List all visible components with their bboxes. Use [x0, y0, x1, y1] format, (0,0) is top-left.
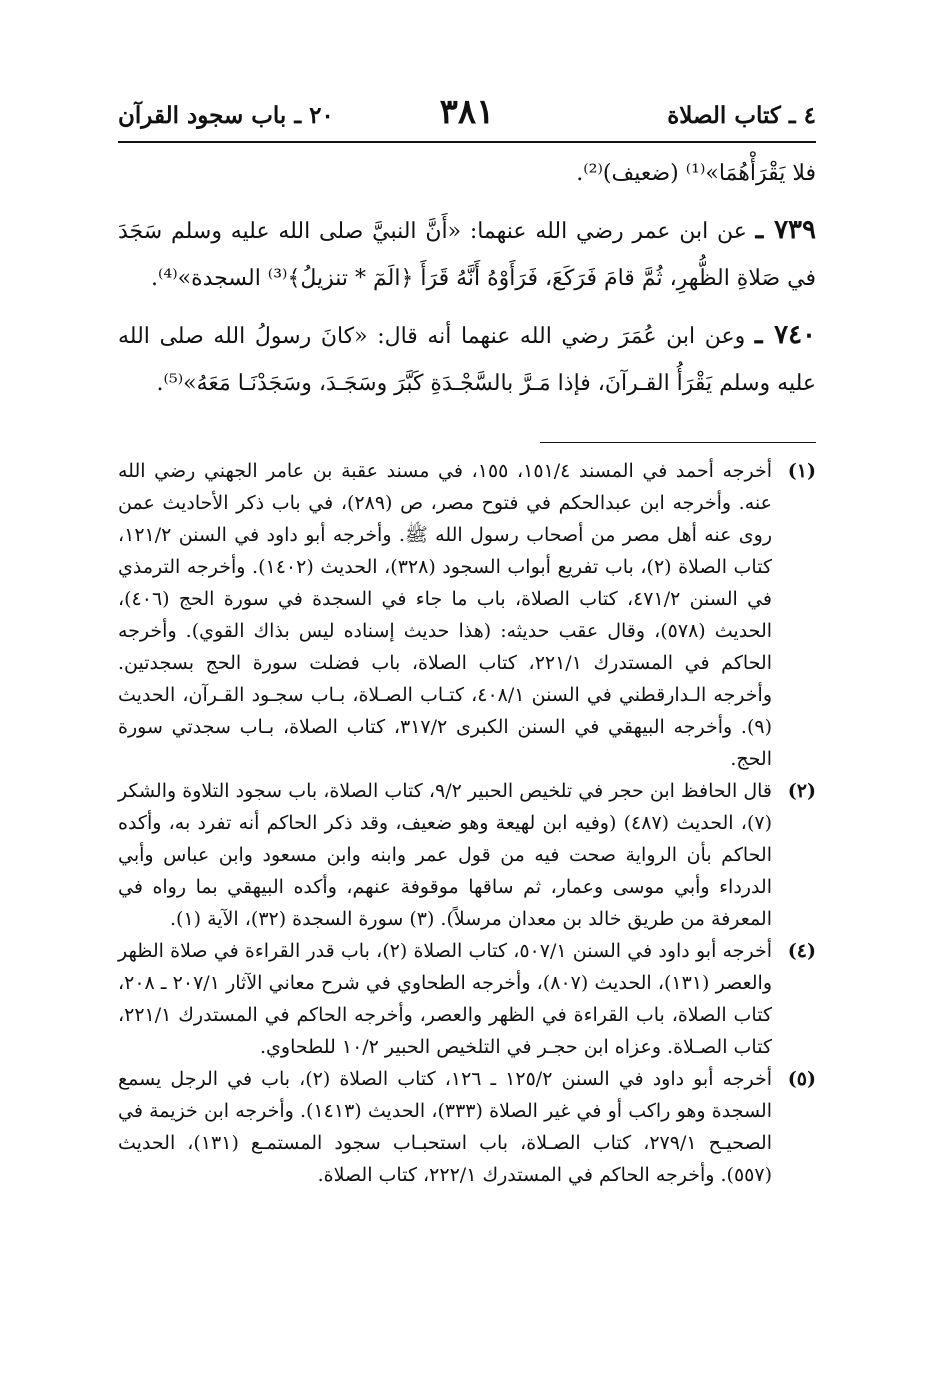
chapter-title: ٢٠ ـ باب سجود القرآن — [118, 102, 334, 129]
hadith-number: ٧٤٠ ـ — [754, 320, 817, 350]
footnote — [118, 775, 816, 935]
hadith-text: عن ابن عمر رضي الله عنهما: «أَنَّ النبيَّ صلى الله عليه وسلم سَجَدَ في صَلاةِ الظُّهرِ، ثُمَّ قامَ فَرَكَعَ، فَرَأَوْهُ أَنَّهُ قَرَأَ ﴿الَمٓ * تنزيلُ﴾⁽³⁾ السجدة»⁽⁴⁾. — [118, 219, 816, 291]
hadith-740 — [118, 312, 816, 407]
hadith-number: ٧٣٩ ـ — [755, 215, 816, 245]
footnote-number: (١) — [787, 460, 816, 482]
hadith-text: وعن ابن عُمَرَ رضي الله عنهما أنه قال: «كانَ رسولُ الله صلى الله عليه وسلم يَقْرَأُ القـرآنَ، فإذا مَـرَّ بالسَّجْـدَةِ كَبَّرَ وسَجَـدَ، وسَجَدْنَـا مَعَهُ»⁽⁵⁾. — [118, 324, 816, 396]
page-number: ٣٨١ — [439, 92, 495, 132]
footnote-number: (٤) — [787, 940, 816, 962]
book-title: ٤ ـ كتاب الصلاة — [667, 102, 816, 129]
main-text — [118, 150, 816, 407]
hadith-739 — [118, 207, 816, 302]
running-header — [118, 92, 816, 142]
footnote-text: أخرجه أبو داود في السنن ١٢٥/٢ ـ ١٢٦، كتاب الصلاة (٢)، باب في الرجل يسمع السجدة وهو راكب أو في غير الصلاة (٣٣٣)، الحديث (١٤١٣). وأخرجه ابن خزيمة في الصحيـح ٢٧٩/١، كتاب الصـلاة، باب استحبـاب سجود المستمـع (١٣١)، الحديث (٥٥٧). وأخرجه الحاكم في المستدرك ٢٢٢/١، كتاب الصلاة. — [118, 1068, 772, 1186]
footnote-number: (٢) — [787, 780, 816, 802]
header-divider — [118, 141, 816, 143]
footnote-divider — [540, 442, 816, 443]
footnote — [118, 935, 816, 1063]
continuation-line: فلا يَقْرَأْهُمَا»⁽¹⁾ (ضعيف)⁽²⁾. — [576, 161, 816, 186]
footnote — [118, 455, 816, 775]
footnote-number: (٥) — [787, 1068, 816, 1090]
footnote-text: قال الحافظ ابن حجر في تلخيص الحبير ٩/٢، كتاب الصلاة، باب سجود التلاوة والشكر (٧)، الحديث (٤٨٧) (وفيه ابن لهيعة وهو ضعيف، وقد ذكر الحاكم أنه تفرد به، وأكده الحاكم بأن الرواية صحت فيه من قول عمر وابنه وابن مسعود وابن عباس وأبي الدرداء وأبي موسى وعمار، ثم ساقها موقوفة عنهم، وأكده البيهقي بما رواه في المعرفة من طريق خالد بن معدان مرسلاً). (٣) سورة السجدة (٣٢)، الآية (١). — [118, 780, 773, 930]
footnote — [118, 1063, 816, 1191]
footnote-text: أخرجه أحمد في المسند ١٥١/٤، ١٥٥، في مسند عقبة بن عامر الجهني رضي الله عنه. وأخرجه ابن عبدالحكم في فتوح مصر، ص (٢٨٩)، في باب ذكر الأحاديث عمن روى عنه أهل مصر من أصحاب رسول الله ﷺ. وأخرجه أبو داود في السنن ١٢١/٢، كتاب الصلاة (٢)، باب تفريع أبواب السجود (٣٢٨)، الحديث (١٤٠٢). وأخرجه الترمذي في السنن ٤٧١/٢، كتاب الصلاة، باب ما جاء في السجدة في سورة الحج (٤٠٦)، الحديث (٥٧٨)، وقال عقب حديثه: (هذا حديث إسناده ليس بذاك القوي). وأخرجه الحاكم في المستدرك ٢٢١/١، كتاب الصلاة، باب فضلت سورة الحج بسجدتين. وأخرجه الـدارقطني في السنن ٤٠٨/١، كتـاب الصـلاة، بـاب سجـود القـرآن، الحديث (٩). وأخرجه البيهقي في السنن الكبرى ٣١٧/٢، كتاب الصلاة، بـاب سجدتي سورة الحج. — [118, 460, 773, 770]
footnote-text: أخرجه أبو داود في السنن ٥٠٧/١، كتاب الصلاة (٢)، باب قدر القراءة في صلاة الظهر والعصر (١٣١)، الحديث (٨٠٧)، وأخرجه الطحاوي في شرح معاني الآثار ٢٠٧/١ ـ ٢٠٨، كتاب الصلاة، باب القراءة في الظهر والعصر، وأخرجه الحاكم في المستدرك ٢٢١/١، كتاب الصـلاة. وعزاه ابن حجـر في التلخيص الحبير ١٠/٢ للطحاوي. — [118, 940, 772, 1058]
footnotes — [118, 455, 816, 1191]
